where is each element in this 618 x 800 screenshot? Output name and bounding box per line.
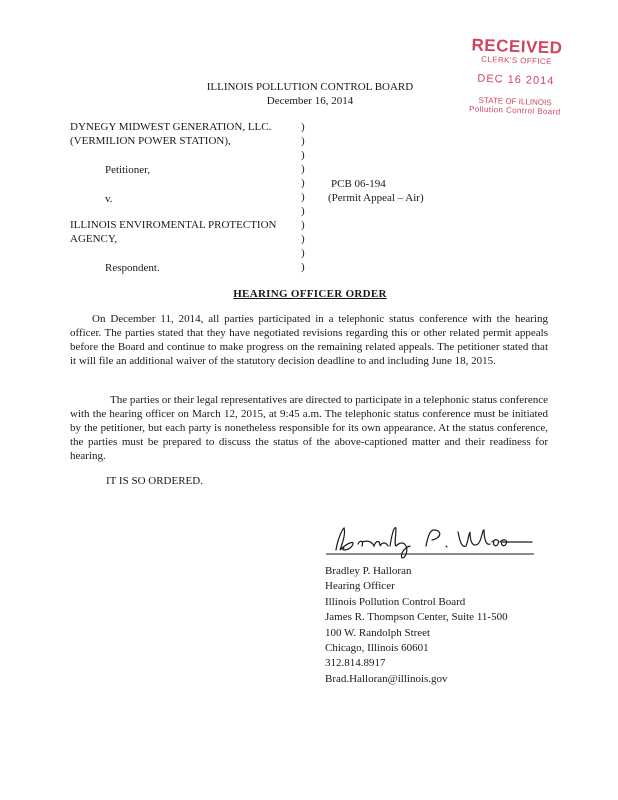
signer-address-2: 100 W. Randolph Street [325,626,431,639]
respondent-name-line-1: ILLINOIS ENVIROMENTAL PROTECTION [70,219,277,231]
caption-paren: ) [301,233,305,245]
caption-paren: ) [301,205,305,217]
stamp-clerks-office: CLERK'S OFFICE [481,54,553,67]
signer-organization: Illinois Pollution Control Board [325,595,466,608]
caption-paren: ) [301,163,305,175]
case-number: PCB 06-194 [331,178,386,190]
header-date: December 16, 2014 [266,95,354,107]
signer-title: Hearing Officer [325,580,395,593]
case-type: (Permit Appeal – Air) [328,192,424,204]
stamp-date: DEC 16 2014 [477,72,555,88]
stamp-state: STATE OF ILLINOIS [478,95,552,108]
caption-paren: ) [301,177,305,189]
signer-address-1: James R. Thompson Center, Suite 11-500 [325,611,508,624]
order-title: HEARING OFFICER ORDER [233,288,387,300]
signature-block [325,564,508,687]
respondent-name-line-2: AGENCY, [70,233,118,245]
order-paragraph-2-text: The parties or their legal representatives are directed to participate in a telephonic status conference with the hearing officer on March 12, 2015, at 9:45 a.m. The telephonic status conference must be initiated by the petitioner, but each party is nonetheless responsible for its own appearance. At the status conference, the parties must be prepared to discuss the status of the above-captioned matter and their readiness for hearing. [70,394,548,462]
signer-city: Chicago, Illinois 60601 [325,642,429,655]
caption-paren: ) [301,149,305,161]
petitioner-label: Petitioner, [105,164,151,176]
signer-phone: 312.814.8917 [325,657,386,670]
signer-name: Bradley P. Halloran [325,565,412,577]
caption-paren: ) [301,247,305,259]
closing-line: IT IS SO ORDERED. [106,475,203,487]
respondent-label: Respondent. [105,262,160,274]
stamp-received: RECEIVED [471,35,563,58]
petitioner-name-line-2: (VERMILION POWER STATION), [70,135,231,147]
order-paragraph-1 [70,312,548,368]
caption-paren: ) [301,219,305,231]
versus-label: v. [105,193,113,205]
caption-paren: ) [301,121,305,133]
order-paragraph-2 [70,393,548,463]
signer-email: Brad.Halloran@illinois.gov [325,672,448,685]
caption-paren: ) [301,191,305,203]
order-paragraph-1-text: On December 11, 2014, all parties participated in a telephonic status conference with the hearing officer. The parties stated that they have negotiated revisions regarding this or other related permit appeals before the Board and continue to make progress on the remaining related appeals. The petitioner stated that it will file an additional waiver of the statutory decision deadline to and including June 18, 2015. [70,313,548,367]
received-stamp [459,36,574,117]
caption-paren: ) [301,261,305,273]
stamp-board: Pollution Control Board [468,104,561,117]
petitioner-name-line-1: DYNEGY MIDWEST GENERATION, LLC. [70,121,272,133]
header-agency: ILLINOIS POLLUTION CONTROL BOARD [206,81,414,93]
caption-paren: ) [301,135,305,147]
handwritten-signature [322,520,536,560]
